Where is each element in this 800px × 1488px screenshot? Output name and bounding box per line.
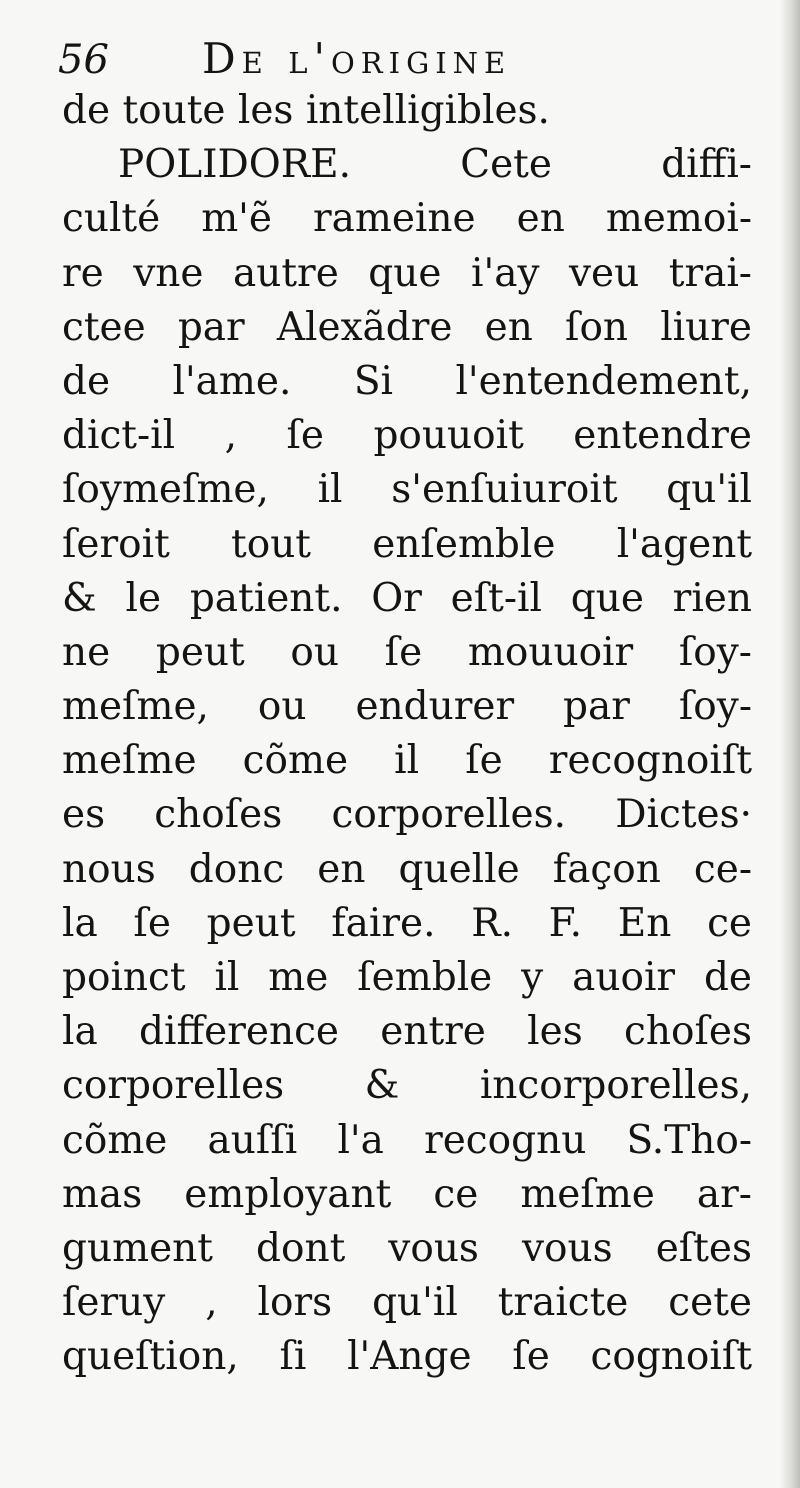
- text-line: dict-il , ſe pouuoit entendre: [62, 413, 752, 459]
- text-line: ſoymeſme, il s'enſuiuroit qu'il: [62, 467, 752, 513]
- text-line-speaker: POLIDORE. Cete diffi-: [118, 142, 752, 188]
- text-line: poinct il me ſemble y auoir de: [62, 955, 752, 1000]
- text-line: ſeruy , lors qu'il traicte cete: [62, 1280, 752, 1326]
- running-head: De l'origine: [202, 34, 512, 83]
- text-line: corporelles & incorporelles,: [62, 1063, 752, 1109]
- text-line: ſeroit tout enſemble l'agent: [62, 521, 752, 567]
- page-edge-shadow: [780, 0, 800, 1488]
- text-line: cõme auſſi l'a recognu S.Tho-: [62, 1117, 752, 1163]
- text-line: nous donc en quelle façon ce-: [62, 846, 752, 892]
- page-number: 56: [58, 37, 109, 83]
- text-line: es choſes corporelles. Dictes·: [62, 792, 752, 838]
- text-line: de toute les intelligibles.: [62, 88, 550, 133]
- text-line: la difference entre les choſes: [62, 1009, 752, 1055]
- text-line: meſme cõme il ſe recognoiſt: [62, 738, 752, 784]
- text-line: queſtion, ſi l'Ange ſe cognoiſt: [62, 1334, 752, 1380]
- body-text: [62, 84, 752, 1385]
- text-line: culté m'ẽ rameine en memoi-: [62, 196, 752, 242]
- text-line: mas employant ce meſme ar-: [62, 1171, 752, 1217]
- text-line: de l'ame. Si l'entendement,: [62, 358, 752, 404]
- text-line: re vne autre que i'ay veu trai-: [62, 250, 752, 296]
- text-line: ctee par Alexãdre en ſon liure: [62, 304, 752, 350]
- text-line: la ſe peut faire. R. F. En ce: [62, 900, 752, 946]
- page-header: [58, 28, 758, 90]
- text-line: gument dont vous vous eſtes: [62, 1225, 752, 1271]
- text-line: & le patient. Or eſt-il que rien: [62, 575, 752, 621]
- text-line: meſme, ou endurer par ſoy-: [62, 684, 752, 730]
- text-line: ne peut ou ſe mouuoir ſoy-: [62, 629, 752, 675]
